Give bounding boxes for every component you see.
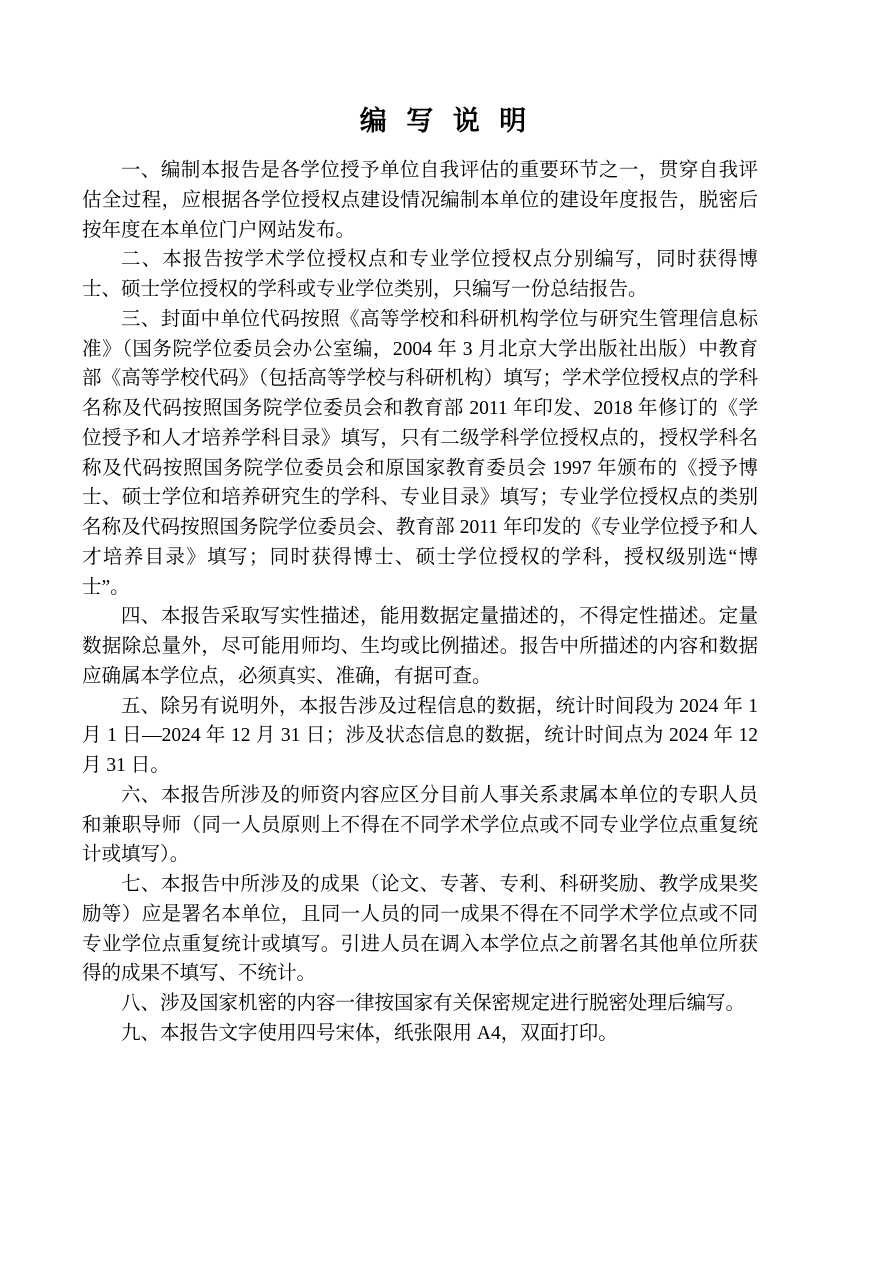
paragraph-8: 八、涉及国家机密的内容一律按国家有关保密规定进行脱密处理后编写。 — [121, 993, 746, 1014]
document-body — [82, 156, 758, 1049]
paragraph-4: 四、本报告采取写实性描述，能用数据定量描述的，不得定性描述。定量数据除总量外，尽可能用师均、生均或比例描述。报告中所描述的内容和数据应确属本学位点，必须真实、准确，有据可查。 — [82, 606, 758, 687]
paragraph-5: 五、除另有说明外，本报告涉及过程信息的数据，统计时间段为 2024 年 1 月 1 日—2024 年 12 月 31 日；涉及状态信息的数据，统计时间点为 2024 年 12 月 31 日。 — [82, 695, 758, 776]
paragraph-1: 一、编制本报告是各学位授予单位自我评估的重要环节之一，贯穿自我评估全过程，应根据各学位授权点建设情况编制本单位的建设年度报告，脱密后按年度在本单位门户网站发布。 — [82, 160, 758, 241]
paragraph-2: 二、本报告按学术学位授权点和专业学位授权点分别编写，同时获得博士、硕士学位授权的学科或专业学位类别，只编写一份总结报告。 — [82, 249, 758, 300]
paragraph-9: 九、本报告文字使用四号宋体，纸张限用 A4，双面打印。 — [121, 1022, 618, 1044]
paragraph-3: 三、封面中单位代码按照《高等学校和科研机构学位与研究生管理信息标准》（国务院学位委员会办公室编，2004 年 3 月北京大学出版社出版）中教育部《高等学校代码》（包括高等学校与科研机构）填写；学术学位授权点的学科名称及代码按照国务院学位委员会和教育部 2011 年印发、2018 年修订的《学位授予和人才培养学科目录》填写，只有二级学科学位授权点的，授权学科名称及代码按照国务院学位委员会和原国家教育委员会 1997 年颁布的《授予博士、硕士学位和培养研究生的学科、专业目录》填写；专业学位授权点的类别名称及代码按照国务院学位委员会、教育部 2011 年印发的《专业学位授予和人才培养目录》填写；同时获得博士、硕士学位授权的学科，授权级别选“博士”。 — [82, 308, 758, 598]
paragraph-6: 六、本报告所涉及的师资内容应区分目前人事关系隶属本单位的专职人员和兼职导师（同一人员原则上不得在不同学术学位点或不同专业学位点重复统计或填写）。 — [82, 784, 758, 866]
page-title: 编 写 说 明 — [359, 106, 533, 136]
paragraph-7: 七、本报告中所涉及的成果（论文、专著、专利、科研奖励、教学成果奖励等）应是署名本单位，且同一人员的同一成果不得在不同学术学位点或不同专业学位点重复统计或填写。引进人员在调入本学位点之前署名其他单位所获得的成果不填写、不统计。 — [82, 874, 758, 985]
